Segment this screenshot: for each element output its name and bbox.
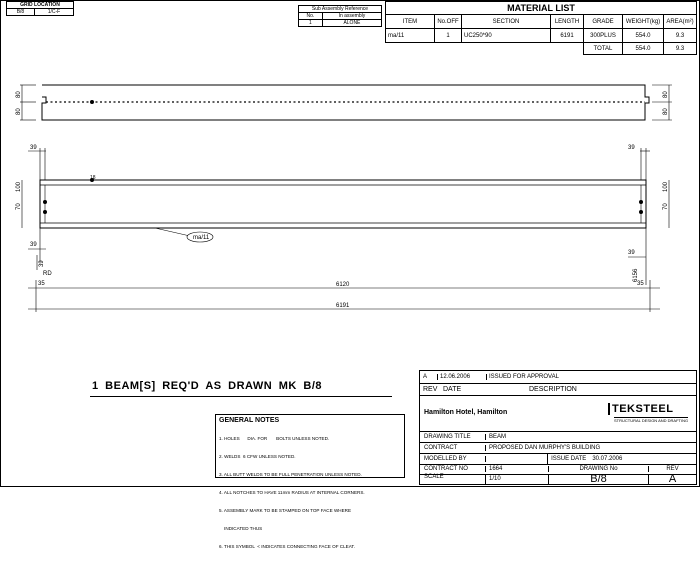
project-name: Hamilton Hotel, Hamilton bbox=[424, 409, 508, 416]
general-notes-list bbox=[219, 424, 401, 562]
dim-label: 70 bbox=[16, 203, 22, 210]
drawing-no-label: DRAWING No bbox=[548, 466, 648, 472]
material-total-area: 9.3 bbox=[664, 43, 697, 55]
dim-label: 35 bbox=[38, 281, 45, 287]
scale-row bbox=[420, 474, 696, 484]
rev-date-cell: 12.06.2006 bbox=[437, 374, 486, 380]
material-header: ITEM bbox=[386, 15, 435, 29]
drawing-title-value: BEAM bbox=[489, 433, 507, 440]
material-cell: 6191 bbox=[551, 29, 584, 43]
modelled-label: MODELLED BY bbox=[420, 456, 486, 462]
dim-label: 6156 bbox=[633, 268, 639, 282]
drawing-title-label: DRAWING TITLE bbox=[420, 434, 486, 440]
note-item: 5. ASSEMBLY MARK TO BE STAMPED ON TOP FACE WHERE bbox=[219, 508, 352, 513]
material-cell: 1 bbox=[435, 29, 462, 43]
dim-label: 80 bbox=[16, 91, 22, 98]
dim-inner: 6120 bbox=[336, 282, 350, 288]
material-cell: 300PLUS bbox=[584, 29, 623, 43]
material-header: WEIGHT(kg) bbox=[623, 15, 664, 29]
note-item: INDICATED THUS bbox=[219, 526, 263, 531]
bolt-hole-icon bbox=[639, 210, 643, 214]
note-item: 4. ALL NOTCHES TO HAVE 11mm RADIUS AT INTERNAL CORNERS. bbox=[219, 490, 365, 495]
dim-label: 100 bbox=[663, 181, 669, 192]
dim-label: 39 bbox=[30, 242, 37, 248]
bolt-hole-icon bbox=[639, 200, 643, 204]
sub-assembly-cell: 1 bbox=[299, 20, 323, 27]
dim-label: 70 bbox=[663, 203, 669, 210]
contract-no-value: 1664 bbox=[489, 466, 503, 472]
bolt-hole-icon bbox=[90, 100, 94, 104]
material-header: No.OFF bbox=[435, 15, 462, 29]
project-row bbox=[420, 395, 696, 432]
rev-cell: A bbox=[423, 374, 428, 380]
contract-label: CONTRACT bbox=[420, 445, 486, 451]
material-cell: UC250*90 bbox=[462, 29, 551, 43]
grid-location-cell: 1/C-F bbox=[34, 9, 73, 16]
rev-desc-cell: ISSUED FOR APPROVAL bbox=[486, 374, 559, 380]
company-subtitle: STRUCTURAL DESIGN AND DRAFTING bbox=[614, 418, 689, 423]
dim-label: 39 bbox=[628, 145, 635, 151]
issue-date-label: ISSUE DATE bbox=[551, 455, 587, 462]
sub-assembly-title: Sub Assembly Reference bbox=[299, 6, 382, 13]
note-item: 1. HOLES DIA. FOR BOLTS UNLESS NOTED. bbox=[219, 436, 330, 441]
note-item: 3. ALL BUTT WELDS TO BE FULL PENETRATION UNLESS NOTED. bbox=[219, 472, 362, 477]
drawing-no-value: B/8 bbox=[548, 474, 648, 484]
general-notes-title: GENERAL NOTES bbox=[219, 417, 280, 424]
hole-mark: 18 bbox=[90, 175, 96, 181]
member-label: ma/11 bbox=[193, 235, 210, 241]
issue-date-cell bbox=[547, 453, 696, 464]
sub-assembly-header: No. bbox=[299, 13, 323, 20]
dim-overall: 6191 bbox=[336, 303, 350, 309]
material-total-label: TOTAL bbox=[584, 43, 623, 55]
bolt-hole-icon bbox=[43, 210, 47, 214]
scale-label: SCALE bbox=[420, 474, 486, 484]
dim-label: 80 bbox=[663, 108, 669, 115]
sub-assembly-header: In assembly bbox=[322, 13, 381, 20]
description-header: DESCRIPTION bbox=[529, 385, 577, 393]
date-header: DATE bbox=[443, 385, 462, 393]
beam-top-view bbox=[16, 85, 672, 120]
rev-header: REV bbox=[423, 385, 438, 393]
material-header: SECTION bbox=[462, 15, 551, 29]
sub-assembly-cell: ALONE bbox=[322, 20, 381, 27]
dim-label: 35 bbox=[637, 281, 644, 287]
issue-date-value: 30.07.2006 bbox=[592, 455, 623, 462]
dim-label: 39 bbox=[628, 250, 635, 256]
contract-no-label: CONTRACT NO bbox=[420, 466, 486, 472]
company-logo: TEKSTEEL bbox=[608, 403, 673, 415]
material-cell: 554.0 bbox=[623, 29, 664, 43]
dim-label: 80 bbox=[16, 108, 22, 115]
material-cell: 9.3 bbox=[664, 29, 697, 43]
scale-value: 1/10 bbox=[489, 476, 501, 482]
dim-label: 39 bbox=[39, 260, 45, 267]
material-header: GRADE bbox=[584, 15, 623, 29]
grid-location-cell: B/8 bbox=[7, 9, 35, 16]
material-cell: ma/11 bbox=[386, 29, 435, 43]
beam-elevation-view bbox=[40, 175, 646, 228]
material-header: LENGTH bbox=[551, 15, 584, 29]
general-notes-box bbox=[215, 414, 405, 549]
title-block bbox=[419, 370, 697, 485]
material-list-title: MATERIAL LIST bbox=[386, 2, 697, 15]
contract-value: PROPOSED DAN MURPHY'S BUILDING bbox=[489, 444, 601, 451]
note-item: 6. THIS SYMBOL < INDICATES CONNECTING FACE OF CLEAT. bbox=[219, 544, 356, 549]
rd-label: RD bbox=[43, 271, 52, 277]
rev-value: A bbox=[648, 474, 696, 484]
dim-label: 100 bbox=[16, 181, 22, 192]
rev-label: REV bbox=[648, 466, 696, 472]
note-item: 2. WELDS 6 CFW UNLESS NOTED. bbox=[219, 454, 296, 459]
material-header: AREA(m²) bbox=[664, 15, 697, 29]
dim-label: 39 bbox=[30, 145, 37, 151]
dim-label: 80 bbox=[663, 91, 669, 98]
beams-required-note: 1 BEAM[S] REQ'D AS DRAWN MK B/8 bbox=[92, 380, 323, 392]
material-total-weight: 554.0 bbox=[623, 43, 664, 55]
bolt-hole-icon bbox=[43, 200, 47, 204]
grid-location-title: GRID LOCATION bbox=[7, 2, 74, 9]
divider bbox=[90, 396, 392, 397]
